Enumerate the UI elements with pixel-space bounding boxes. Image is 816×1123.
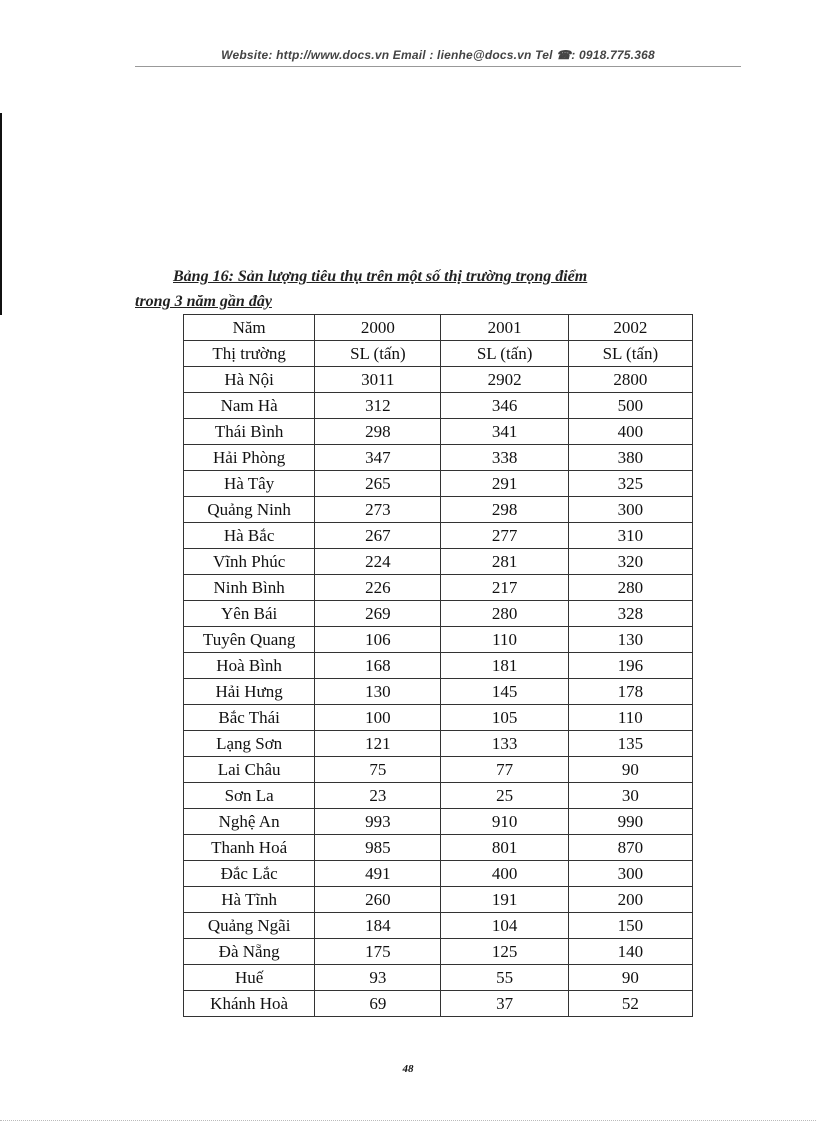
cell-sl-2000: 993 <box>315 809 441 835</box>
table-row <box>184 913 693 939</box>
table-row <box>184 731 693 757</box>
table-row <box>184 965 693 991</box>
header-rule <box>135 66 741 67</box>
cell-sl-2002: 52 <box>568 991 692 1017</box>
subheader-cell-unit-2002: SL (tấn) <box>568 341 692 367</box>
cell-sl-2002: 2800 <box>568 367 692 393</box>
cell-sl-2000: 273 <box>315 497 441 523</box>
page-header: Website: http://www.docs.vn Email : lienhe@docs.vn Tel ☎: 0918.775.368 <box>221 48 655 62</box>
cell-market: Bắc Thái <box>184 705 315 731</box>
cell-sl-2000: 121 <box>315 731 441 757</box>
header-cell-2001: 2001 <box>441 315 568 341</box>
cell-sl-2000: 168 <box>315 653 441 679</box>
cell-market: Đà Nẵng <box>184 939 315 965</box>
caption-line-2: trong 3 năm gần đây <box>135 293 272 310</box>
cell-sl-2001: 910 <box>441 809 568 835</box>
cell-sl-2000: 175 <box>315 939 441 965</box>
table-row <box>184 575 693 601</box>
cell-market: Hà Nội <box>184 367 315 393</box>
cell-sl-2000: 226 <box>315 575 441 601</box>
cell-sl-2000: 265 <box>315 471 441 497</box>
cell-sl-2002: 140 <box>568 939 692 965</box>
cell-sl-2000: 184 <box>315 913 441 939</box>
cell-market: Thái Bình <box>184 419 315 445</box>
table-row <box>184 887 693 913</box>
cell-sl-2001: 25 <box>441 783 568 809</box>
cell-market: Huế <box>184 965 315 991</box>
cell-sl-2002: 325 <box>568 471 692 497</box>
cell-sl-2001: 105 <box>441 705 568 731</box>
header-cell-2002: 2002 <box>568 315 692 341</box>
sales-table <box>183 314 693 1017</box>
cell-sl-2001: 291 <box>441 471 568 497</box>
table-row <box>184 991 693 1017</box>
cell-sl-2001: 110 <box>441 627 568 653</box>
table-row <box>184 497 693 523</box>
table-row <box>184 653 693 679</box>
cell-sl-2001: 801 <box>441 835 568 861</box>
cell-market: Yên Bái <box>184 601 315 627</box>
cell-sl-2001: 338 <box>441 445 568 471</box>
table-row <box>184 523 693 549</box>
table-header-row <box>184 315 693 341</box>
cell-market: Hải Hưng <box>184 679 315 705</box>
table-row <box>184 783 693 809</box>
cell-sl-2000: 491 <box>315 861 441 887</box>
cell-market: Nghệ An <box>184 809 315 835</box>
table-row <box>184 393 693 419</box>
subheader-cell-unit-2001: SL (tấn) <box>441 341 568 367</box>
cell-sl-2002: 320 <box>568 549 692 575</box>
cell-sl-2002: 400 <box>568 419 692 445</box>
cell-sl-2002: 178 <box>568 679 692 705</box>
subheader-cell-market: Thị trường <box>184 341 315 367</box>
cell-sl-2000: 23 <box>315 783 441 809</box>
caption-line-1: Bảng 16: Sản lượng tiêu thụ trên một số thị trường trọng điểm <box>173 268 588 285</box>
cell-sl-2000: 69 <box>315 991 441 1017</box>
cell-market: Tuyên Quang <box>184 627 315 653</box>
subheader-cell-unit-2000: SL (tấn) <box>315 341 441 367</box>
cell-sl-2001: 145 <box>441 679 568 705</box>
cell-sl-2000: 106 <box>315 627 441 653</box>
cell-sl-2002: 196 <box>568 653 692 679</box>
table-row <box>184 939 693 965</box>
cell-sl-2000: 224 <box>315 549 441 575</box>
cell-sl-2000: 267 <box>315 523 441 549</box>
table-row <box>184 835 693 861</box>
cell-sl-2002: 30 <box>568 783 692 809</box>
cell-sl-2002: 328 <box>568 601 692 627</box>
left-margin-line <box>0 113 2 315</box>
cell-sl-2002: 200 <box>568 887 692 913</box>
table-row <box>184 549 693 575</box>
cell-sl-2002: 130 <box>568 627 692 653</box>
cell-sl-2000: 260 <box>315 887 441 913</box>
table-row <box>184 419 693 445</box>
cell-market: Hà Tây <box>184 471 315 497</box>
table-row <box>184 705 693 731</box>
cell-sl-2001: 104 <box>441 913 568 939</box>
cell-sl-2002: 135 <box>568 731 692 757</box>
cell-sl-2000: 100 <box>315 705 441 731</box>
cell-sl-2002: 300 <box>568 497 692 523</box>
cell-sl-2001: 298 <box>441 497 568 523</box>
cell-sl-2000: 269 <box>315 601 441 627</box>
table-row <box>184 601 693 627</box>
cell-sl-2001: 55 <box>441 965 568 991</box>
cell-market: Sơn La <box>184 783 315 809</box>
cell-sl-2000: 347 <box>315 445 441 471</box>
cell-sl-2001: 2902 <box>441 367 568 393</box>
cell-market: Đắc Lắc <box>184 861 315 887</box>
cell-sl-2001: 125 <box>441 939 568 965</box>
cell-sl-2002: 110 <box>568 705 692 731</box>
cell-market: Ninh Bình <box>184 575 315 601</box>
cell-sl-2000: 130 <box>315 679 441 705</box>
table-row <box>184 757 693 783</box>
cell-market: Hải Phòng <box>184 445 315 471</box>
cell-sl-2001: 400 <box>441 861 568 887</box>
table-subheader-row <box>184 341 693 367</box>
cell-sl-2002: 380 <box>568 445 692 471</box>
cell-sl-2001: 346 <box>441 393 568 419</box>
cell-market: Quảng Ninh <box>184 497 315 523</box>
cell-sl-2002: 990 <box>568 809 692 835</box>
cell-market: Thanh Hoá <box>184 835 315 861</box>
page-number: 48 <box>402 1063 414 1075</box>
footer-rule <box>0 1120 816 1121</box>
table-row <box>184 861 693 887</box>
cell-sl-2002: 500 <box>568 393 692 419</box>
cell-sl-2001: 37 <box>441 991 568 1017</box>
table-body <box>184 315 693 1017</box>
cell-market: Hoà Bình <box>184 653 315 679</box>
cell-sl-2000: 312 <box>315 393 441 419</box>
table-row <box>184 471 693 497</box>
cell-market: Khánh Hoà <box>184 991 315 1017</box>
cell-market: Hà Bắc <box>184 523 315 549</box>
cell-sl-2002: 150 <box>568 913 692 939</box>
cell-market: Vĩnh Phúc <box>184 549 315 575</box>
cell-sl-2001: 191 <box>441 887 568 913</box>
header-cell-2000: 2000 <box>315 315 441 341</box>
cell-sl-2001: 341 <box>441 419 568 445</box>
table-row <box>184 809 693 835</box>
cell-sl-2000: 3011 <box>315 367 441 393</box>
cell-sl-2001: 277 <box>441 523 568 549</box>
cell-sl-2001: 181 <box>441 653 568 679</box>
cell-market: Hà Tĩnh <box>184 887 315 913</box>
cell-sl-2002: 90 <box>568 965 692 991</box>
cell-market: Lạng Sơn <box>184 731 315 757</box>
cell-sl-2002: 870 <box>568 835 692 861</box>
cell-sl-2001: 280 <box>441 601 568 627</box>
cell-sl-2000: 75 <box>315 757 441 783</box>
cell-market: Nam Hà <box>184 393 315 419</box>
cell-sl-2001: 133 <box>441 731 568 757</box>
table-row <box>184 445 693 471</box>
table-row <box>184 367 693 393</box>
cell-sl-2000: 93 <box>315 965 441 991</box>
table-row <box>184 679 693 705</box>
cell-sl-2000: 298 <box>315 419 441 445</box>
table-row <box>184 627 693 653</box>
table-caption <box>135 264 755 314</box>
cell-sl-2000: 985 <box>315 835 441 861</box>
cell-sl-2001: 281 <box>441 549 568 575</box>
cell-market: Lai Châu <box>184 757 315 783</box>
cell-sl-2002: 300 <box>568 861 692 887</box>
cell-market: Quảng Ngãi <box>184 913 315 939</box>
cell-sl-2001: 217 <box>441 575 568 601</box>
cell-sl-2002: 280 <box>568 575 692 601</box>
cell-sl-2002: 90 <box>568 757 692 783</box>
header-cell-year-label: Năm <box>184 315 315 341</box>
cell-sl-2001: 77 <box>441 757 568 783</box>
cell-sl-2002: 310 <box>568 523 692 549</box>
